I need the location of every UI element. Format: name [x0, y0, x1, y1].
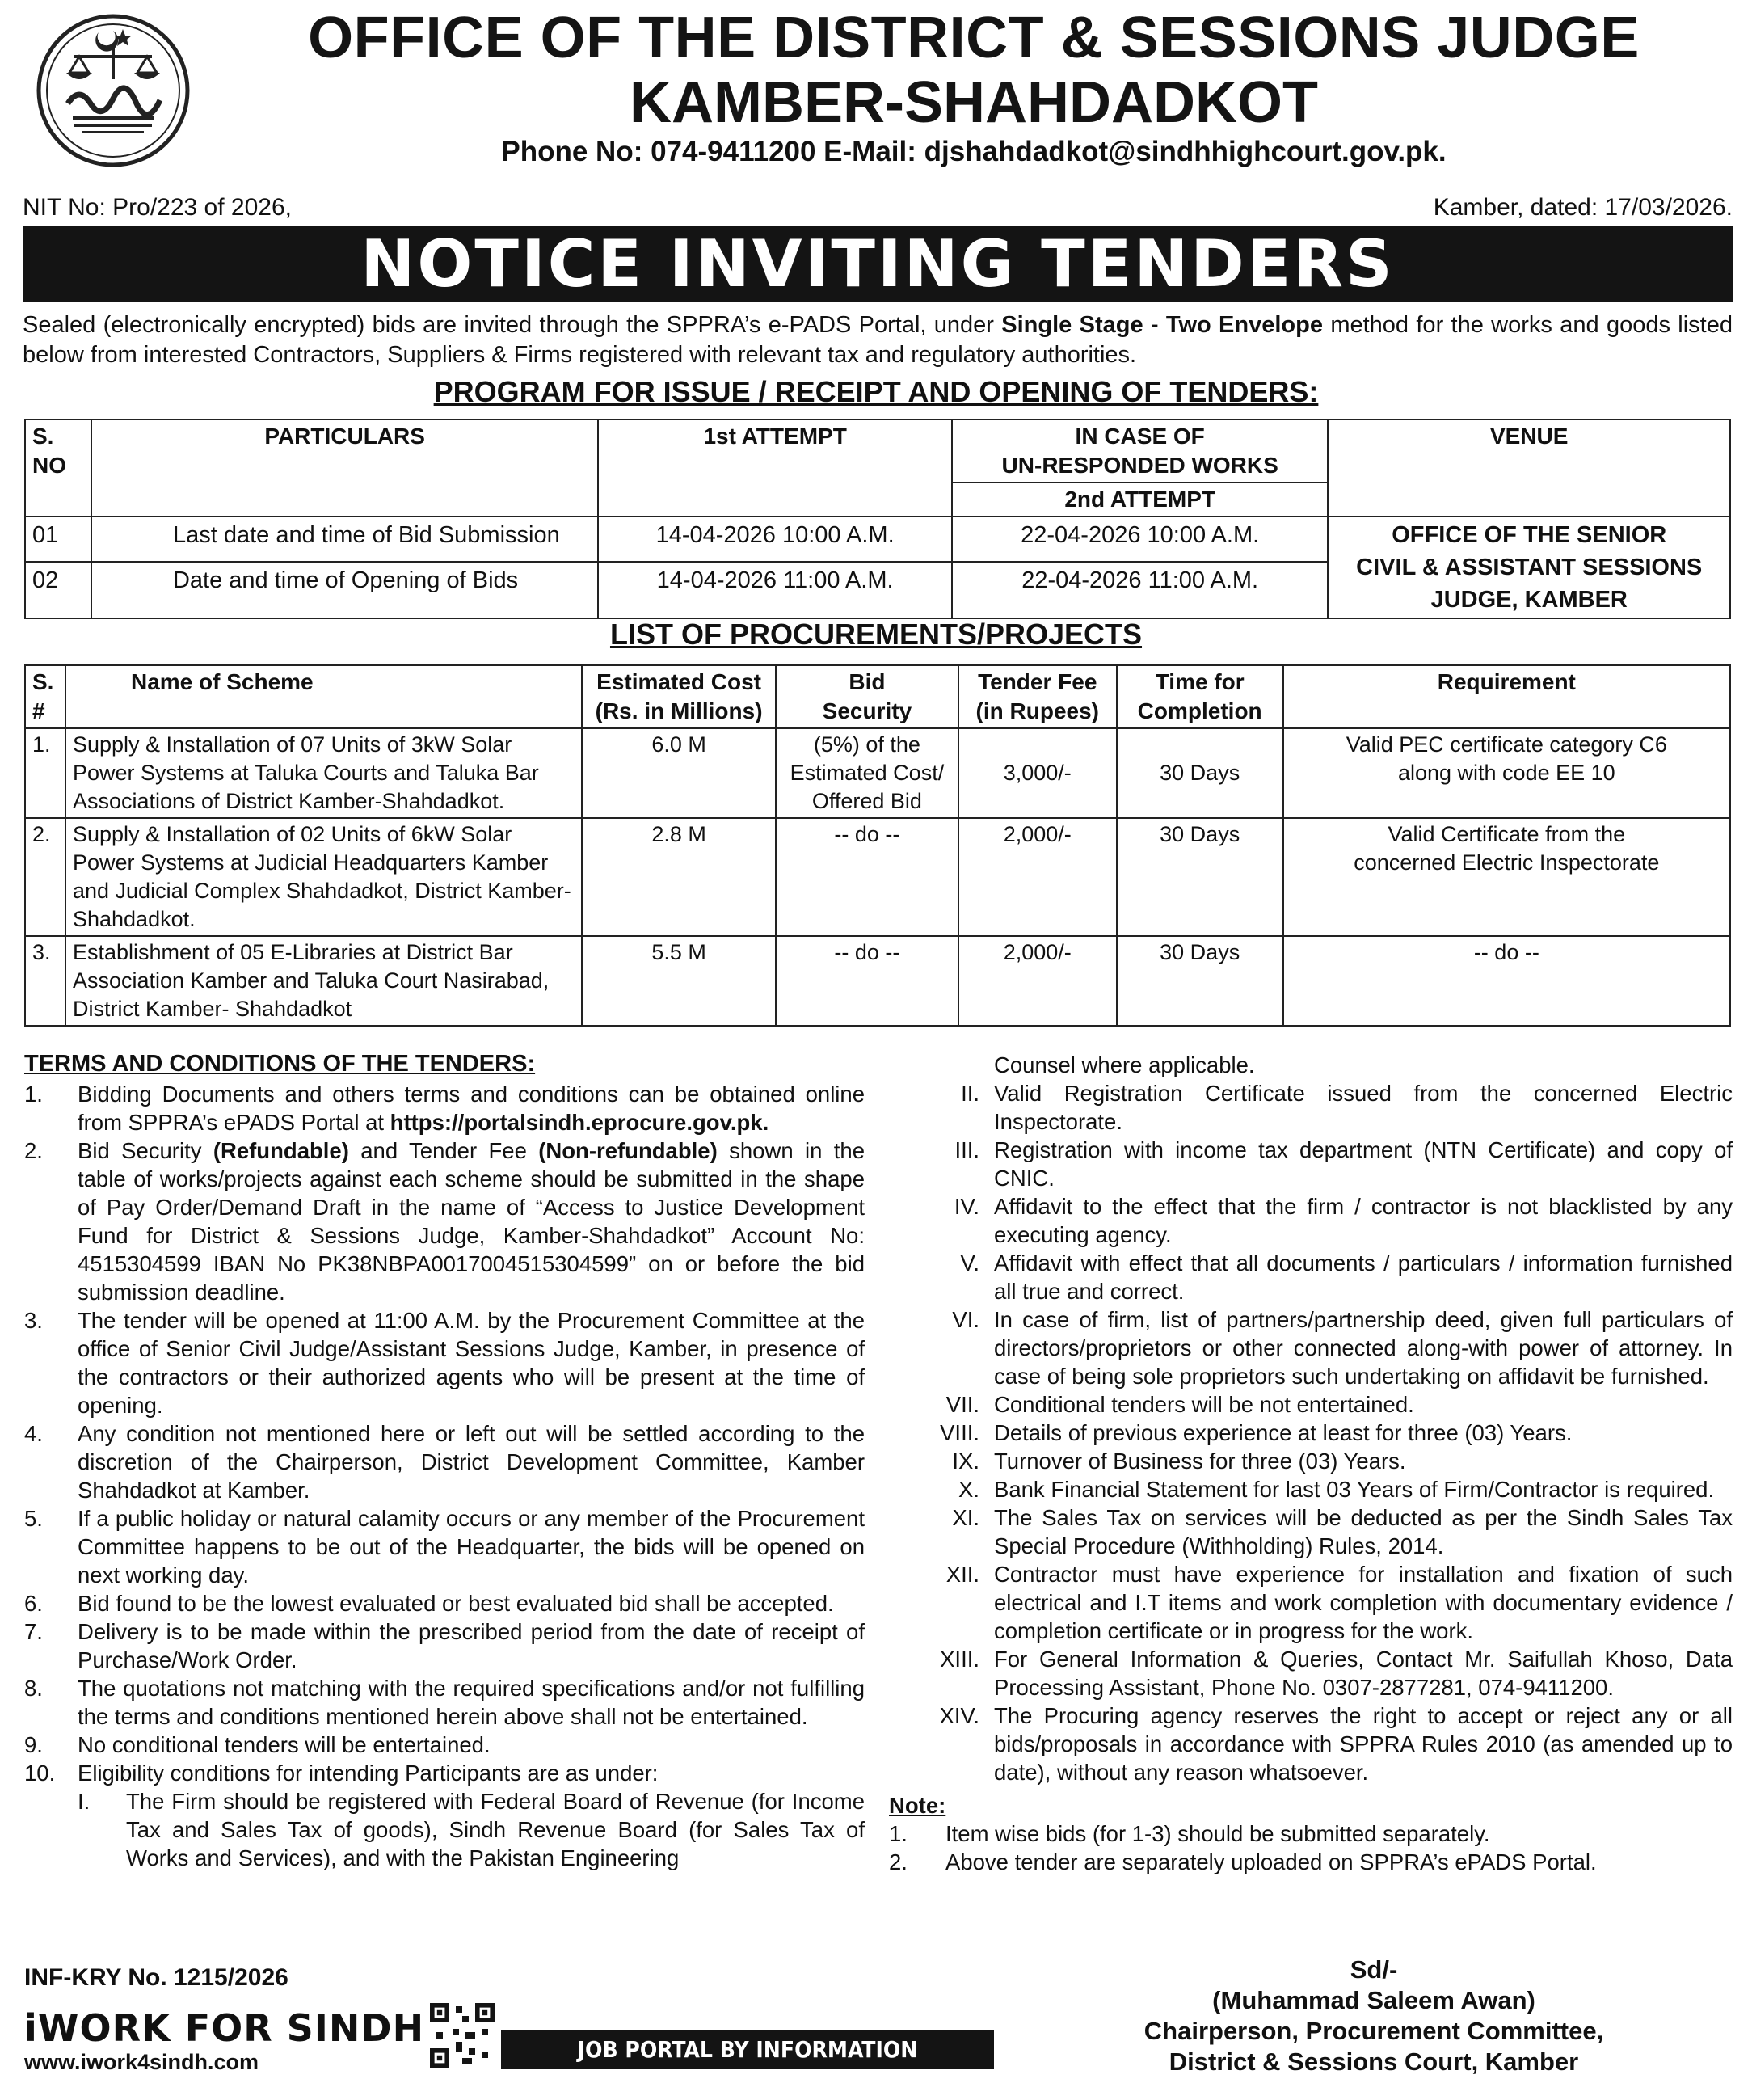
nit-number: NIT No: Pro/223 of 2026,	[23, 194, 292, 221]
list-item: 6. Bid found to be the lowest evaluated or best evaluated bid shall be accepted.	[24, 1591, 834, 1616]
proc-header-time: Time for Completion	[1117, 665, 1283, 728]
program-first: 14-04-2026 11:00 A.M.	[598, 562, 952, 618]
list-item: Counsel where applicable.	[994, 1052, 1255, 1077]
list-item: 2. Above tender are separately uploaded on SPPRA’s ePADS Portal.	[889, 1849, 1597, 1874]
list-item: 1. Bidding Documents and others terms and conditions can be obtained online from SPPRA’s ePADS Portal at https://portalsindh.eprocure.gov.pk.	[24, 1082, 865, 1135]
list-item: VII. Conditional tenders will be not entertained.	[945, 1392, 1414, 1417]
proc-header-sno: S. #	[25, 665, 65, 728]
list-item: III. Registration with income tax department (NTN Certificate) and copy of CNIC.	[954, 1137, 1733, 1191]
proc-sno: 1.	[25, 728, 65, 818]
list-item: XII. Contractor must have experience for installation and fixation of such electrical and I.T items and work completion with documentary evidence / completion certificate or in progress for the work.	[945, 1562, 1733, 1643]
list-item: XIII. For General Information & Queries, Contact Mr. Saifullah Khoso, Data Processing Assistant, Phone No. 0307-2877281, 074-9411200.	[940, 1647, 1733, 1700]
iwork-brand	[24, 2006, 428, 2075]
program-particular: Date and time of Opening of Bids	[91, 562, 598, 618]
list-item: 7. Delivery is to be made within the prescribed period from the date of receipt of Purchase/Work Order.	[24, 1619, 865, 1672]
program-header-unresponded: IN CASE OF UN-RESPONDED WORKS	[952, 420, 1329, 483]
proc-req: -- do --	[1283, 936, 1730, 1026]
signature-sd: Sd/-	[1350, 1955, 1398, 1984]
program-second: 22-04-2026 10:00 A.M.	[952, 517, 1329, 562]
signatory-office: District & Sessions Court, Kamber	[1169, 2047, 1579, 2076]
proc-time: 30 Days	[1117, 818, 1283, 936]
proc-sno: 3.	[25, 936, 65, 1026]
table-row	[25, 728, 1730, 818]
proc-cost: 2.8 M	[582, 818, 776, 936]
program-sno: 01	[25, 517, 91, 562]
proc-time: 30 Days	[1117, 936, 1283, 1026]
program-header-sno: S. NO	[25, 420, 91, 517]
list-item: 1. Item wise bids (for 1-3) should be submitted separately.	[889, 1821, 1490, 1846]
program-header-venue: VENUE	[1328, 420, 1730, 517]
proc-cost: 5.5 M	[582, 936, 776, 1026]
signatory-designation: Chairperson, Procurement Committee,	[1143, 2017, 1604, 2045]
list-item: IX. Turnover of Business for three (03) Years.	[952, 1448, 1406, 1474]
procurement-table	[24, 664, 1731, 1027]
notice-banner: NOTICE INVITING TENDERS	[23, 226, 1733, 302]
list-item: 3. The tender will be opened at 11:00 A.M. by the Procurement Committee at the office of Senior Civil Judge/Assistant Sessions Judge, Kamber, in presence of the contractors or their authorized agents who will be present at the time of opening.	[24, 1308, 865, 1418]
list-item: VI. In case of firm, list of partners/partnership deed, given full particulars of directors/proprietors or other connected along-with power of attorney. In case of being sole proprietors such undertaking on affidavit be furnished.	[952, 1307, 1733, 1389]
brand-website: www.iwork4sindh.com	[24, 2050, 259, 2074]
list-item: 4. Any condition not mentioned here or left out will be settled according to the discretion of the Chairperson, District Development Committee, Kamber Shahdadkot at Kamber.	[24, 1421, 865, 1503]
terms-left-column	[24, 1080, 865, 1872]
list-item: 9. No conditional tenders will be entertained.	[24, 1732, 491, 1757]
program-header-first: 1st ATTEMPT	[598, 420, 952, 517]
list-item: V. Affidavit with effect that all documents / particulars / information furnished all true and correct.	[960, 1250, 1733, 1304]
program-particular: Last date and time of Bid Submission	[91, 517, 598, 562]
proc-security: (5%) of the Estimated Cost/ Offered Bid	[776, 728, 958, 818]
program-header-second: 2nd ATTEMPT	[952, 483, 1329, 517]
notice-date: Kamber, dated: 17/03/2026.	[1433, 194, 1733, 221]
proc-fee: 2,000/-	[958, 818, 1117, 936]
list-item: 10. Eligibility conditions for intending Participants are as under:	[24, 1761, 659, 1786]
proc-sno: 2.	[25, 818, 65, 936]
proc-header-name: Name of Scheme	[65, 665, 582, 728]
procurement-title: LIST OF PROCUREMENTS/PROJECTS	[609, 618, 1143, 651]
list-item: 5. If a public holiday or natural calamity occurs or any member of the Procurement Committee happens to be out of the Headquarter, the bids will be opened on next working day.	[24, 1506, 865, 1588]
program-table	[24, 419, 1731, 619]
table-row	[25, 517, 1730, 562]
program-header-particulars: PARTICULARS	[91, 420, 598, 517]
signatory-name: (Muhammad Saleem Awan)	[1212, 1986, 1535, 2014]
terms-title: TERMS AND CONDITIONS OF THE TENDERS:	[24, 1051, 536, 1077]
office-location: KAMBER-SHAHDADKOT	[630, 70, 1318, 135]
job-portal-banner: JOB PORTAL BY INFORMATION DEPARTMENT	[501, 2030, 994, 2069]
table-row	[25, 818, 1730, 936]
intro-paragraph: Sealed (electronically encrypted) bids are invited through the SPPRA’s e-PADS Portal, under Single Stage - Two Envelope method for the works and goods listed below from interested Contractors, Suppliers & Firms registered with relevant tax and regulatory authorities.	[23, 312, 1733, 368]
note-title: Note:	[889, 1793, 946, 1818]
proc-cost: 6.0 M	[582, 728, 776, 818]
proc-time: 30 Days	[1117, 728, 1283, 818]
terms-right-column	[889, 1051, 1733, 1876]
list-item: VIII. Details of previous experience at least for three (03) Years.	[940, 1420, 1573, 1445]
list-item: IV. Affidavit to the effect that the firm / contractor is not blacklisted by any executing agency.	[954, 1194, 1733, 1247]
contact-line: Phone No: 074-9411200 E-Mail: djshahdadkot@sindhhighcourt.gov.pk.	[501, 136, 1447, 167]
list-item: II. Valid Registration Certificate issued from the concerned Electric Inspectorate.	[961, 1081, 1733, 1134]
proc-header-cost: Estimated Cost (Rs. in Millions)	[582, 665, 776, 728]
proc-name: Supply & Installation of 02 Units of 6kW Solar Power Systems at Judicial Headquarters Kamber and Judicial Complex Shahdadkot, District Kamber-Shahdadkot.	[65, 818, 582, 936]
program-venue: OFFICE OF THE SENIOR CIVIL & ASSISTANT SESSIONS JUDGE, KAMBER	[1328, 517, 1730, 618]
proc-security: -- do --	[776, 818, 958, 936]
list-item: XIV. The Procuring agency reserves the right to accept or reject any or all bids/proposals in accordance with SPPRA Rules 2010 (as amended up to date), without any reason whatsoever.	[939, 1703, 1733, 1785]
list-item: XI. The Sales Tax on services will be deducted as per the Sindh Sales Tax Special Procedure (Withholding) Rules, 2014.	[952, 1505, 1733, 1558]
proc-header-fee: Tender Fee (in Rupees)	[958, 665, 1117, 728]
court-emblem-icon	[24, 10, 202, 171]
proc-req: Valid Certificate from the concerned Electric Inspectorate	[1283, 818, 1730, 936]
proc-name: Establishment of 05 E-Libraries at District Bar Association Kamber and Taluka Court Nasirabad, District Kamber- Shahdadkot	[65, 936, 582, 1026]
table-row	[25, 936, 1730, 1026]
list-item: I. The Firm should be registered with Federal Board of Revenue (for Income Tax and Sales Tax of goods), Sindh Revenue Board (for Sales Tax of Works and Services), and with the Pakistan Engineering	[78, 1789, 865, 1870]
program-sno: 02	[25, 562, 91, 618]
program-second: 22-04-2026 11:00 A.M.	[952, 562, 1329, 618]
list-item: 8. The quotations not matching with the required specifications and/or not fulfilling the terms and conditions mentioned herein above shall not be entertained.	[24, 1676, 865, 1729]
proc-fee: 2,000/-	[958, 936, 1117, 1026]
brand-logo-text: iWORK FOR SINDH	[24, 2006, 425, 2050]
inf-number: INF-KRY No. 1215/2026	[24, 1964, 288, 1991]
list-item: 2. Bid Security (Refundable) and Tender Fee (Non-refundable) shown in the table of works/projects against each scheme should be submitted in the shape of Pay Order/Demand Draft in the name of “Access to Justice Development Fund for District & Sessions Judge, Kamber-Shahdadkot” Account No: 4515304599 IBAN No PK38NBPA0017004515304599” on or before the bid submission deadline.	[24, 1138, 865, 1305]
signature-block	[1115, 1955, 1632, 2077]
qr-code-icon	[430, 2003, 495, 2068]
proc-fee: 3,000/-	[958, 728, 1117, 818]
program-title: PROGRAM FOR ISSUE / RECEIPT AND OPENING OF TENDERS:	[433, 375, 1319, 408]
proc-header-security: Bid Security	[776, 665, 958, 728]
proc-req: Valid PEC certificate category C6 along with code EE 10	[1283, 728, 1730, 818]
office-title: OFFICE OF THE DISTRICT & SESSIONS JUDGE	[308, 6, 1640, 70]
proc-security: -- do --	[776, 936, 958, 1026]
list-item: X. Bank Financial Statement for last 03 Years of Firm/Contractor is required.	[958, 1477, 1715, 1502]
proc-header-req: Requirement	[1283, 665, 1730, 728]
program-first: 14-04-2026 10:00 A.M.	[598, 517, 952, 562]
proc-name: Supply & Installation of 07 Units of 3kW Solar Power Systems at Taluka Courts and Taluka Bar Associations of District Kamber-Shahdadkot.	[65, 728, 582, 818]
